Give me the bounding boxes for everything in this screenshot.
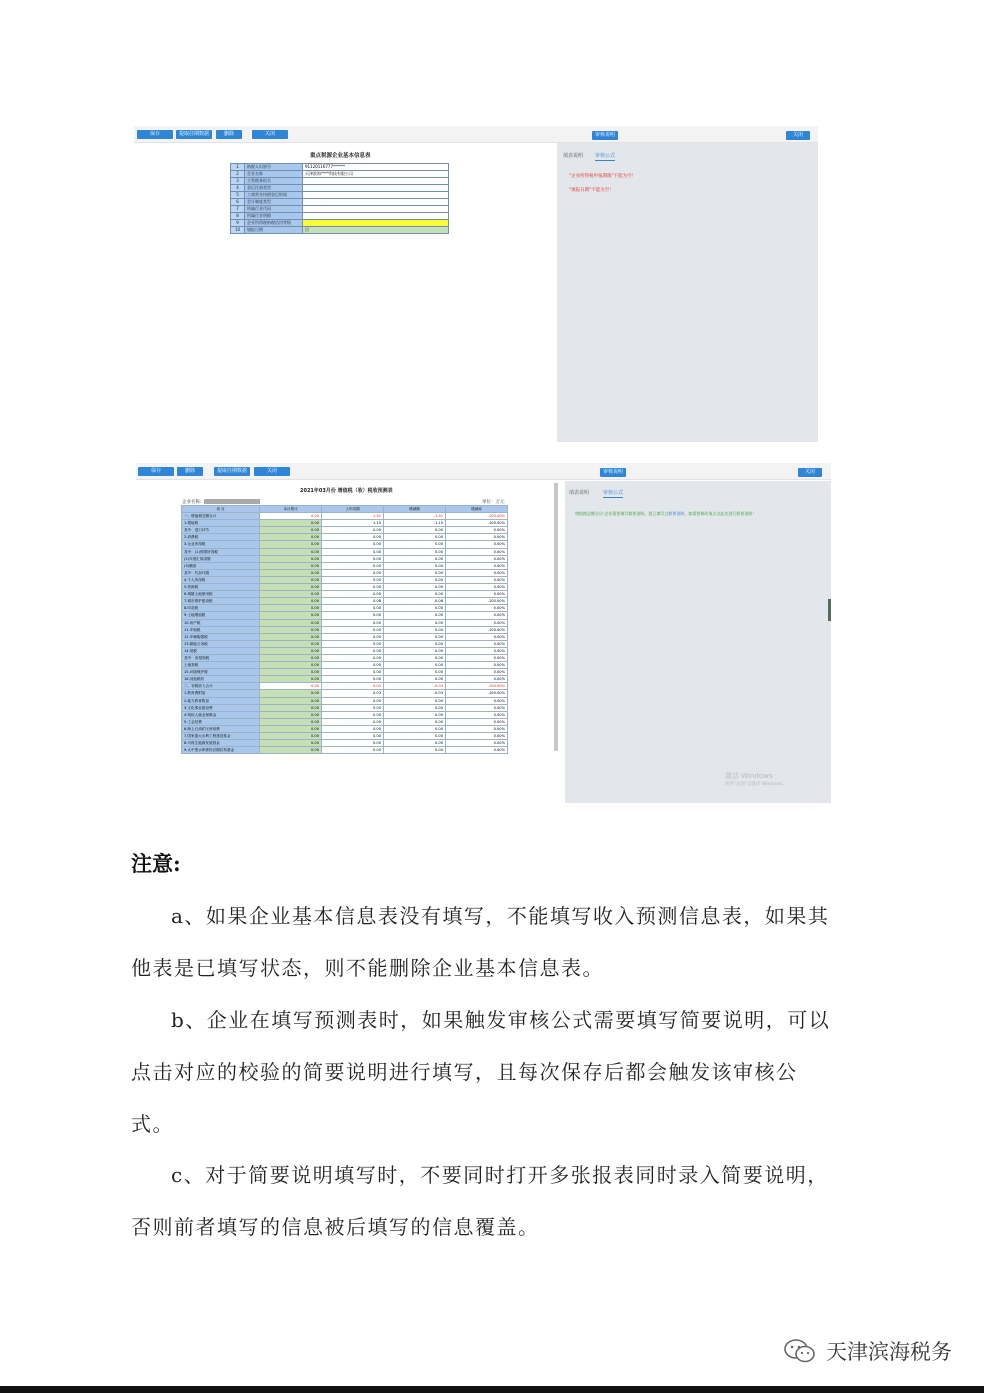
last-year-value: 0.03 [322,690,384,697]
close-button[interactable]: 关闭 [252,130,288,139]
last-year-value: 0.00 [322,527,384,534]
table-row [182,619,508,626]
change-rate: 0.00% [446,669,508,676]
change-rate: -100.00% [446,683,508,690]
table-row [182,591,508,598]
table-row [182,569,508,576]
change-amount: 0.00 [384,584,446,591]
change-rate: -100.00% [446,520,508,527]
last-year-value: 0.00 [322,569,384,576]
change-rate: 0.00% [446,527,508,534]
last-year-value: 1.15 [322,520,384,527]
side-close-button[interactable]: 关闭 [786,131,810,140]
change-rate: 0.00% [446,548,508,555]
change-rate: 0.00% [446,718,508,725]
row-number: 8 [231,213,245,220]
forecast-input[interactable]: 0.00 [260,555,322,562]
forecast-input[interactable]: 0.00 [260,619,322,626]
hint-prefix: 增值税总额合计:企业需要填写简要说明。您已填写过 [575,511,669,516]
last-year-value: 0.00 [322,718,384,725]
last-year-value: 0.00 [322,704,384,711]
windows-watermark: 激活 Windows [725,772,773,780]
change-amount: 0.00 [384,704,446,711]
item-label: 11.车船税 [182,626,260,633]
table-row [182,548,508,555]
side-close-button[interactable]: 关闭 [798,468,822,477]
change-rate: 0.00% [446,747,508,754]
change-rate: 0.00% [446,733,508,740]
item-label: 一、增值税总额合计 [182,513,260,520]
row-number: 2 [231,171,245,178]
change-rate: -100.00% [446,598,508,605]
item-label: 8.印花税 [182,605,260,612]
table-row [182,633,508,640]
item-label: 其中：房屋契税 [182,654,260,661]
change-amount: 0.00 [384,555,446,562]
table-row [182,747,508,754]
change-amount: 0.00 [384,527,446,534]
row-label: 工商营业执照登记时间 [245,192,303,199]
forecast-input[interactable]: 0.00 [260,747,322,754]
table-row [231,213,449,220]
forecast-input[interactable]: 0.00 [260,569,322,576]
last-year-value: 0.00 [322,619,384,626]
forecast-input[interactable]: 0.00 [260,548,322,555]
row-number: 3 [231,178,245,185]
item-label: 9.土地增值税 [182,612,260,619]
row-number: 5 [231,192,245,199]
save-button[interactable]: 保存 [138,467,174,476]
table-row [182,626,508,633]
row-label: 所属行业明细 [245,213,303,220]
table-row [182,690,508,697]
table-row [182,527,508,534]
change-amount: 0.00 [384,541,446,548]
table-row [182,711,508,718]
change-amount: 0.00 [384,669,446,676]
last-year-value: 0.08 [322,598,384,605]
forecast-input[interactable]: 0.00 [260,584,322,591]
table-row [231,171,449,178]
windows-watermark-sub: 转到"设置"以激活 Windows。 [725,782,787,787]
change-rate: 0.00% [446,591,508,598]
forecast-input[interactable]: 0.00 [260,534,322,541]
tab-review-formula[interactable]: 审核公式 [595,153,616,159]
item-label: 7.城市维护建设税 [182,598,260,605]
change-rate: 0.00% [446,704,508,711]
change-rate: 0.00% [446,555,508,562]
item-label: 其中：进口环节 [182,527,260,534]
close-button[interactable]: 关闭 [254,467,290,476]
forecast-input[interactable]: 0.00 [260,633,322,640]
change-amount: 0.00 [384,662,446,669]
item-label: 1.增值税 [182,520,260,527]
change-amount: 0.00 [384,640,446,647]
row-number: 6 [231,199,245,206]
row-value-input[interactable] [303,206,449,213]
change-amount: 0.00 [384,725,446,732]
column-header: 增减额 [384,506,446,513]
item-label: 4.残疾人就业保障金 [182,711,260,718]
row-value-input[interactable] [303,220,449,227]
last-year-value: 0.00 [322,647,384,654]
item-label: 15.环境保护税 [182,669,260,676]
row-label: 主管税务机关 [245,178,303,185]
change-amount: 0.00 [384,548,446,555]
side-scroll-handle[interactable] [828,599,831,621]
item-label: 7.国家重大水利工程建设基金 [182,733,260,740]
change-rate: 0.00% [446,725,508,732]
review-notes-button[interactable]: 审核说明 [600,468,626,477]
note-paragraph-a: a、如果企业基本信息表没有填写，不能填写收入预测信息表，如果其他表是已填写状态，则不能删除企业基本信息表。 [131,904,830,980]
table-row [231,192,449,199]
form-title: 2021年03月份 增值税（收）税收预测表 [300,488,393,494]
item-label: 其中：(1)预缴所得税 [182,548,260,555]
item-label: (2)年度汇算清缴 [182,555,260,562]
forecast-input[interactable]: 0.00 [260,704,322,711]
item-label: 13.耕地占用税 [182,640,260,647]
change-amount: -0.03 [384,683,446,690]
last-year-value: 0.00 [322,591,384,598]
column-header: 项 目 [182,506,260,513]
change-amount: 0.00 [384,534,446,541]
row-value-input[interactable] [303,178,449,185]
unit-label: 单位：万元 [482,500,505,505]
change-rate: 0.00% [446,612,508,619]
table-row [231,185,449,192]
last-year-value: 0.00 [322,640,384,647]
row-label: 登记注册类型 [245,185,303,192]
change-amount: -1.31 [384,513,446,520]
table-row [182,669,508,676]
last-year-value: 0.00 [322,740,384,747]
last-year-value: 0.00 [322,711,384,718]
change-amount: 0.00 [384,747,446,754]
company-name-value [204,499,260,504]
table-row [231,206,449,213]
item-label: 14.契税 [182,647,260,654]
row-label: 企业所得税纳税信用等级 [245,220,303,227]
tab-review-formula[interactable]: 审核公式 [603,490,624,496]
change-amount: -0.08 [384,598,446,605]
last-year-value: 0.00 [322,633,384,640]
change-amount: 0.00 [384,654,446,661]
forecast-input[interactable]: 0.00 [260,697,322,704]
hint-suffix: ，如需要修改请点击此处进行简要说明！ [684,511,757,516]
item-label: 土地契税 [182,662,260,669]
form-title: 重点税源企业基本信息表 [310,153,371,159]
change-amount: 0.00 [384,576,446,583]
table-row [182,541,508,548]
item-label: 4.个人所得税 [182,576,260,583]
change-amount: -1.15 [384,520,446,527]
row-label: 纳税人识别号 [245,164,303,171]
item-label: 5.资源税 [182,584,260,591]
change-rate: -100.00% [446,513,508,520]
change-rate: 0.00% [446,711,508,718]
change-amount: 0.00 [384,569,446,576]
last-year-value: 0.00 [322,605,384,612]
change-amount: 0.00 [384,562,446,569]
change-rate: 0.00% [446,576,508,583]
change-rate: 0.00% [446,619,508,626]
hint-link[interactable]: 简要说明 [668,511,685,516]
change-amount: 0.00 [384,676,446,683]
last-year-value: 0.00 [322,612,384,619]
row-number: 4 [231,185,245,192]
company-name-label: 企业名称: [182,500,202,505]
forecast-input[interactable]: 0.00 [260,576,322,583]
item-label: 5.工会经费 [182,718,260,725]
last-year-value: 0.00 [322,534,384,541]
row-label: 填报日期 [245,227,303,234]
last-year-value: 0.00 [322,548,384,555]
forecast-input[interactable]: 0.00 [260,711,322,718]
item-label: 其中：代扣代缴 [182,569,260,576]
row-value-input[interactable]: 日 [303,227,449,234]
forecast-input[interactable]: 0.00 [260,640,322,647]
forecast-input[interactable]: 0.00 [260,598,322,605]
row-value-input[interactable] [303,199,449,206]
row-value-input[interactable] [303,192,449,199]
change-amount: 0.00 [384,718,446,725]
table-row [182,718,508,725]
change-amount: 0.00 [384,740,446,747]
fetch-history-button[interactable]: 提取往期数据 [214,467,250,476]
row-number: 9 [231,220,245,227]
row-label: 企业名称 [245,171,303,178]
last-year-value: 0.00 [322,654,384,661]
change-rate: 0.00% [446,584,508,591]
table-row [182,640,508,647]
table-row [182,662,508,669]
forecast-input[interactable]: 0.00 [260,541,322,548]
wechat-icon [782,1337,818,1365]
column-header: 本月预计 [260,506,322,513]
table-row [182,555,508,562]
last-year-value: 0.00 [322,576,384,583]
table-row [182,562,508,569]
row-number: 7 [231,206,245,213]
table-row [231,178,449,185]
change-amount: 0.00 [384,733,446,740]
forecast-input[interactable]: 0.00 [260,690,322,697]
last-year-value: 0.00 [322,541,384,548]
change-rate: 0.00% [446,740,508,747]
item-label: 10.房产税 [182,619,260,626]
forecast-input[interactable]: 0.00 [260,683,322,690]
save-button[interactable]: 保存 [137,130,173,139]
change-rate: 0.00% [446,676,508,683]
screenshot-tax-forecast [136,463,831,803]
delete-button[interactable]: 删除 [216,130,242,139]
error-hint[interactable]: "企业所得税申报期限"不能为空！ [569,174,637,179]
forecast-input[interactable]: 0.00 [260,647,322,654]
table-row [182,612,508,619]
screenshot-basic-info [134,126,818,442]
forecast-input[interactable]: 0.00 [260,605,322,612]
last-year-value: 0.00 [322,662,384,669]
row-number: 1 [231,164,245,171]
last-year-value: 0.00 [322,676,384,683]
side-panel [565,481,831,803]
last-year-value: 0.00 [322,555,384,562]
forecast-table [181,505,508,754]
scrollbar[interactable] [554,483,558,751]
table-row [231,199,449,206]
fetch-history-button[interactable]: 提取往期数据 [176,130,212,139]
table-row [182,513,508,520]
forecast-input[interactable]: 0.00 [260,626,322,633]
change-amount: 0.00 [384,619,446,626]
last-year-value: 0.00 [322,733,384,740]
change-amount: 0.00 [384,697,446,704]
table-row [182,733,508,740]
last-year-value: 0.03 [322,683,384,690]
note-paragraph-b: b、企业在填写预测表时，如果触发审核公式需要填写简要说明，可以点击对应的校验的简要说明进行填写，且每次保存后都会触发该审核公式。 [131,1008,831,1136]
item-label: 2.地方教育附加 [182,697,260,704]
basic-info-table [230,163,449,234]
forecast-input[interactable]: 0.00 [260,562,322,569]
change-amount: 0.00 [384,647,446,654]
last-year-value: 0.00 [322,725,384,732]
table-row [182,605,508,612]
bottom-border [0,1386,984,1393]
change-rate: -100.00% [446,690,508,697]
side-panel [557,143,818,442]
forecast-input[interactable]: 0.00 [260,662,322,669]
last-year-value: 0.00 [322,669,384,676]
table-row [182,704,508,711]
change-rate: 0.00% [446,633,508,640]
row-value-input[interactable] [303,213,449,220]
change-rate: -100.00% [446,626,508,633]
table-row [182,576,508,583]
item-label: 16.其他税收 [182,676,260,683]
forecast-input[interactable]: 0.00 [260,612,322,619]
table-row [182,740,508,747]
change-rate: 0.00% [446,605,508,612]
last-year-value: 0.00 [322,584,384,591]
column-header: 上年同期 [322,506,384,513]
review-hint[interactable] [575,511,756,517]
item-label: 二、非税收入合计 [182,683,260,690]
table-row [182,676,508,683]
forecast-input[interactable]: 0.00 [260,654,322,661]
change-rate: 0.00% [446,662,508,669]
change-rate: 0.00% [446,647,508,654]
forecast-input[interactable]: 0.00 [260,591,322,598]
item-label: 2.消费税 [182,534,260,541]
review-notes-button[interactable]: 审核说明 [592,131,618,140]
forecast-input[interactable]: 0.00 [260,513,322,520]
last-year-value: 0.00 [322,697,384,704]
table-header-row [182,506,508,513]
column-header: 增减率 [446,506,508,513]
last-year-value: 0.00 [322,747,384,754]
forecast-input[interactable]: 0.00 [260,740,322,747]
item-label: 3.文化事业建设费 [182,704,260,711]
item-label: 9.大中型水库移民后期扶持基金 [182,747,260,754]
forecast-input[interactable]: 0.00 [260,520,322,527]
row-value-input[interactable] [303,185,449,192]
row-value-input[interactable]: 91120116777****** [303,164,449,171]
table-row [182,534,508,541]
account-watermark [782,1336,952,1366]
table-row [182,584,508,591]
change-amount: -0.03 [384,690,446,697]
error-hint[interactable]: "填报日期"不能为空！ [569,188,614,193]
forecast-input[interactable]: 0.00 [260,725,322,732]
note-paragraph-c: c、对于简要说明填写时，不要同时打开多张报表同时录入简要说明，否则前者填写的信息被后填写的信息覆盖。 [131,1163,829,1239]
forecast-input[interactable]: 0.00 [260,676,322,683]
change-rate: 0.00% [446,562,508,569]
table-row [182,654,508,661]
table-row [231,227,449,234]
table-row [182,647,508,654]
row-value-input[interactable]: 天津滨海****科技有限公司 [303,171,449,178]
change-amount: 0.00 [384,626,446,633]
table-row [182,697,508,704]
last-year-value: 0.00 [322,562,384,569]
item-label: 12.车辆购置税 [182,633,260,640]
change-rate: 0.00% [446,541,508,548]
change-rate: 0.00% [446,534,508,541]
delete-button[interactable]: 删除 [177,467,203,476]
last-year-value: 0.00 [322,626,384,633]
table-row [182,725,508,732]
change-amount: 0.00 [384,612,446,619]
forecast-input[interactable]: 0.00 [260,733,322,740]
item-label: 6.海上石油矿区使用费 [182,725,260,732]
item-label: 8.可再生能源发展基金 [182,740,260,747]
change-rate: 0.00% [446,697,508,704]
change-rate: 0.00% [446,640,508,647]
item-label: 6.城镇土地使用税 [182,591,260,598]
item-label: (3)稽查 [182,562,260,569]
note-title: 注意: [131,851,181,876]
last-year-value: 1.31 [322,513,384,520]
tab-fill-instructions[interactable]: 填表说明 [569,490,590,496]
change-amount: 0.00 [384,591,446,598]
table-row [231,220,449,227]
change-rate: 0.00% [446,569,508,576]
forecast-input[interactable]: 0.00 [260,718,322,725]
row-label: 所属行业代码 [245,206,303,213]
change-rate: 0.00% [446,654,508,661]
item-label: 3.企业所得税 [182,541,260,548]
table-row [231,164,449,171]
table-row [182,598,508,605]
change-amount: 0.00 [384,711,446,718]
change-amount: 0.00 [384,633,446,640]
item-label: 1.教育费附加 [182,690,260,697]
change-amount: 0.00 [384,605,446,612]
account-name: 天津滨海税务 [826,1340,952,1364]
table-row [182,520,508,527]
tab-fill-instructions[interactable]: 填表说明 [563,153,584,159]
table-row [182,683,508,690]
row-label: 会计制度类型 [245,199,303,206]
forecast-input[interactable]: 0.00 [260,669,322,676]
forecast-input[interactable]: 0.00 [260,527,322,534]
row-number: 10 [231,227,245,234]
